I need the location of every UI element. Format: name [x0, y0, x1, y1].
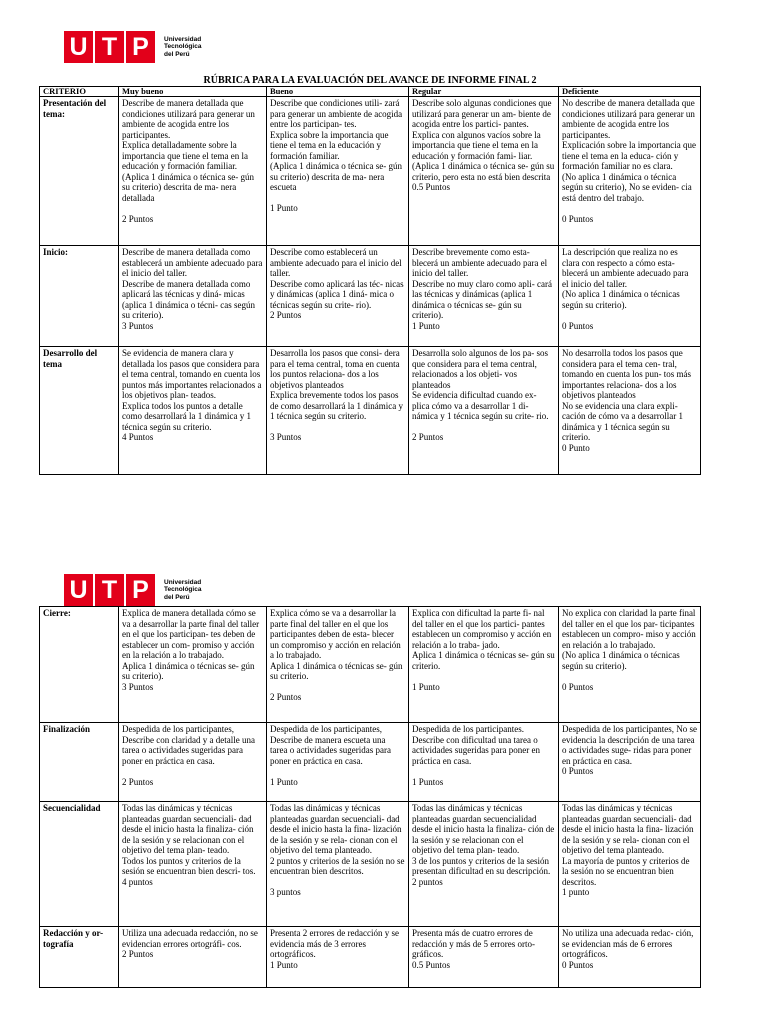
rubric-cell	[119, 347, 267, 475]
cell-text: Describe solo algunas condiciones que utilizará para generar un am- biente de acogida entre los partici- pantes.	[412, 98, 552, 129]
cell-text: Explica detalladamente sobre la importancia que tiene el tema en la educación y formación familiar. (Aplica 1 dinámica o técnica se- gún su criterio) descrita de ma- nera detallada	[122, 140, 254, 203]
spacer	[122, 203, 263, 214]
header-deficiente: Deficiente	[559, 87, 701, 97]
cell-text: Todas las dinámicas y técnicas planteadas guardan secuenciali- dad desde el inicio hasta la finaliza- ción de la sesión y se relacionan con el objetivo del tema plan- teado.	[122, 803, 254, 855]
points-value: 1 Punto	[270, 959, 298, 970]
cell-text: Describe de manera detallada como establecerá un ambiente adecuado para el inicio del taller.	[122, 247, 263, 278]
points-value: 2 Puntos	[122, 213, 154, 224]
rubric-cell	[559, 347, 701, 475]
points-value: 2 Puntos	[270, 692, 302, 702]
rubric-cell	[409, 802, 559, 927]
utp-logo-letters	[64, 574, 157, 606]
rubric-table-part2	[39, 606, 701, 988]
cell-text: La descripción que realiza no es clara con respecto a cómo esta- blecerá un ambiente adecuado para el inicio del taller.	[562, 247, 689, 289]
rubric-table-part1	[39, 86, 701, 475]
rubric-cell	[267, 927, 409, 988]
spacer	[562, 310, 697, 321]
logo-letter-t: T	[95, 574, 124, 606]
cell-text: No explica con claridad la parte final del taller en el que los par- ticipantes establecen un compro- miso y acción en relación a lo trabajado.	[562, 608, 696, 650]
criterion-cell: Presentación del tema:	[40, 97, 119, 246]
cell-text: Describe de manera detallada que condiciones utilizará para generar un ambiente de acogida entre los participantes.	[122, 98, 255, 140]
cell-text: Explicación sobre la importancia que tiene el tema en la educa- ción y formación familiar no es clara.	[562, 140, 696, 171]
cell-text: Explica con algunos vacíos sobre la importancia que tiene el tema en la educación y formación fami- liar.	[412, 129, 541, 161]
points-value: 1 Punto	[270, 776, 298, 787]
points-value: 0 Puntos	[562, 766, 594, 776]
cell-text: Explica todos los puntos a detalle como desarrollará la 1 dinámica y 1 técnica según su criterio.	[122, 400, 251, 432]
rubric-cell	[409, 246, 559, 347]
criterion-cell: Redacción y or- tografía	[40, 927, 119, 988]
points-value: 0 Punto	[562, 442, 590, 453]
rubric-cell	[267, 347, 409, 475]
cell-text: (Aplica 1 dinámica o técnica se- gún su criterio) descrita de ma- nera escueta	[270, 161, 402, 192]
rubric-cell	[119, 97, 267, 246]
cell-text: Explica cómo se va a desarrollar la parte final del taller en el que los participantes deben de esta- blecer un compromiso y acción en relación a lo trabajado.	[270, 608, 401, 660]
cell-text: (Aplica 1 dinámica o técnica se- gún su criterio, pero esta no está bien descrita	[412, 161, 555, 182]
cell-text: Describe no muy claro como apli- cará las técnicas y dinámicas (aplica 1 dinámica o técnicas se- gún su criterio).	[412, 278, 552, 320]
utp-logo	[64, 31, 201, 63]
cell-text: Aplica 1 dinámica o técnicas se- gún su criterio.	[270, 660, 403, 681]
cell-text: No se evidencia una clara expli- cación de cómo va a desarrollar 1 dinámica y 1 técnica según su criterio.	[562, 400, 683, 442]
cell-text: Se evidencia de manera clara y detallada los pasos que considera para el tema central, tomando en cuenta los puntos más importantes relacionados a los objetivos plan- teados.	[122, 348, 262, 400]
points-value: 3 Puntos	[122, 681, 154, 692]
logo-letter-p: P	[126, 31, 155, 63]
spacer	[122, 766, 263, 777]
table-row	[40, 347, 701, 475]
points-value: 4 puntos	[122, 876, 153, 887]
logo-letter-p: P	[126, 574, 155, 606]
cell-text: Todas las dinámicas y técnicas planteadas guardan secuenciali- dad desde el inicio hasta la fina- lización de la sesión y se rela- cionan con el objetivo del tema planteado.	[562, 803, 694, 855]
rubric-cell	[559, 246, 701, 347]
points-value: 1 Punto	[412, 320, 440, 331]
table-row	[40, 97, 701, 246]
spacer	[270, 766, 405, 777]
cell-text: Desarrolla solo algunos de los pa- sos que considera para el tema central, relacionados a los objeti- vos planteados	[412, 348, 548, 390]
criterion-cell: Inicio:	[40, 246, 119, 347]
cell-text: Explica sobre la importancia que tiene el tema en la educación y formación familiar.	[270, 129, 389, 161]
rubric-cell	[559, 802, 701, 927]
criterion-cell: Secuencialidad	[40, 802, 119, 927]
cell-text: Presenta 2 errores de redacción y se evidencia más de 3 errores ortográficos.	[270, 928, 399, 959]
rubric-cell	[559, 97, 701, 246]
spacer	[562, 203, 697, 214]
cell-text: Presenta más de cuatro errores de redacción y más de 5 errores orto- gráficos.	[412, 928, 535, 959]
table-row	[40, 802, 701, 927]
header-muy-bueno: Muy bueno	[119, 87, 267, 97]
rubric-cell	[409, 927, 559, 988]
points-value: 1 Punto	[270, 203, 298, 213]
rubric-title: RÚBRICA PARA LA EVALUACIÓN DEL AVANCE DE INFORME FINAL 2	[203, 75, 537, 86]
header-regular: Regular	[409, 87, 559, 97]
cell-text: Todas las dinámicas y técnicas planteadas guardan secuencialidad desde el inicio hasta la finaliza- ción de la sesión y se relacionan con el objetivo del tema plan- teado.	[412, 803, 555, 855]
points-value: 3 Puntos	[270, 432, 302, 442]
points-value: 1 Puntos	[412, 776, 444, 787]
cell-text: Despedida de los participantes. Describe con dificultad una tarea o actividades sugeridas para poner en práctica en casa.	[412, 724, 540, 766]
table-row	[40, 246, 701, 347]
university-name: Universidad Tecnológica del Perú	[164, 578, 202, 601]
logo-letter-u: U	[64, 31, 93, 63]
points-value: 4 Puntos	[122, 432, 154, 442]
cell-text: No desarrolla todos los pasos que considera para el tema cen- tral, tomando en cuenta los pun- tos más importantes relaciona- dos a los objetivos planteados	[562, 348, 691, 400]
points-value: 2 puntos	[412, 876, 443, 887]
logo-letter-u: U	[64, 574, 93, 606]
spacer	[270, 682, 405, 693]
criterion-cell: Cierre:	[40, 607, 119, 723]
cell-text: Describe brevemente como esta- blecerá un ambiente adecuado para el inicio del taller.	[412, 247, 548, 278]
spacer	[270, 422, 405, 433]
cell-text: No describe de manera detallada que condiciones utilizará para generar un ambiente de acogida entre los participantes.	[562, 98, 695, 140]
table-header-row	[40, 87, 701, 97]
spacer	[412, 422, 555, 433]
rubric-cell	[119, 802, 267, 927]
criterion-cell: Desarrollo del tema	[40, 347, 119, 475]
header-criterio: CRITERIO	[40, 87, 119, 97]
utp-logo-page2	[64, 574, 201, 606]
table-row	[40, 607, 701, 723]
points-value: 1 Punto	[412, 681, 440, 692]
points-value: 0 Puntos	[562, 959, 594, 970]
rubric-cell	[267, 97, 409, 246]
points-value: 2 Puntos	[270, 310, 302, 320]
cell-text: Explica con dificultad la parte fi- nal del taller en el que los partici- pantes establecen un compromiso y acción en relación a lo traba- jado.	[412, 608, 552, 650]
logo-letter-t: T	[95, 31, 124, 63]
rubric-cell	[119, 607, 267, 723]
spacer	[412, 671, 555, 682]
cell-text: No utiliza una adecuada redac- ción, se evidencian más de 6 errores ortográficos.	[562, 928, 694, 959]
table-row	[40, 927, 701, 988]
cell-text: Explica brevemente todos los pasos de como desarrollará la 1 dinámica y 1 técnica según su criterio.	[270, 390, 403, 421]
cell-text: (No aplica 1 dinámica o técnicas según su criterio).	[562, 289, 680, 310]
cell-text: Describe como aplicará las téc- nicas y dinámicas (aplica 1 diná- mica o técnicas según su crite- rio).	[270, 278, 404, 310]
cell-text: Todas las dinámicas y técnicas planteadas guardan secuenciali- dad desde el inicio hasta la fina- lización de la sesión y se rela- cionan con el objetivo del tema planteado.	[270, 803, 402, 855]
rubric-cell	[267, 607, 409, 723]
points-value: 0.5 Puntos	[412, 959, 451, 970]
spacer	[412, 766, 555, 777]
points-value: 0 Puntos	[562, 681, 594, 692]
cell-text: Utiliza una adecuada redacción, no se evidencian errores ortográfi- cos.	[122, 928, 258, 949]
cell-text: La mayoría de puntos y criterios de la sesión no se encuentran bien descritos.	[562, 855, 690, 887]
points-value: 2 Puntos	[412, 432, 444, 442]
points-value: 0.5 Puntos	[412, 182, 451, 192]
rubric-cell	[267, 723, 409, 802]
cell-text: Describe que condiciones utili- zará para generar un ambiente de acogida entre los participan- tes.	[270, 98, 403, 129]
cell-text: Desarrolla los pasos que consi- dera para el tema central, toma en cuenta los puntos relaciona- dos a los objetivos planteados	[270, 348, 400, 390]
rubric-cell	[409, 723, 559, 802]
cell-text: (No aplica 1 dinámica o técnica según su criterio), No se eviden- cia está dentro del trabajo.	[562, 171, 692, 203]
cell-text: Aplica 1 dinámica o técnicas se- gún su criterio.	[412, 650, 555, 671]
cell-text: 3 de los puntos y criterios de la sesión presentan dificultad en su descripción.	[412, 855, 551, 876]
cell-text: (No aplica 1 dinámica o técnicas según su criterio).	[562, 650, 680, 671]
utp-logo-letters	[64, 31, 157, 63]
points-value: 3 Puntos	[122, 320, 154, 331]
cell-text: Explica de manera detallada cómo se va a desarrollar la parte final del taller en el que los participan- tes deben de establecer un com- promiso y acción en la relación a lo trabajado.	[122, 608, 260, 660]
rubric-cell	[267, 246, 409, 347]
points-value: 1 punto	[562, 887, 590, 897]
rubric-cell	[559, 927, 701, 988]
spacer	[270, 877, 405, 888]
points-value: 0 Puntos	[562, 320, 594, 331]
rubric-cell	[559, 607, 701, 723]
rubric-cell	[119, 723, 267, 802]
cell-text: Todos los puntos y criterios de la sesión se encuentran bien descri- tos.	[122, 855, 256, 876]
cell-text: Aplica 1 dinámica o técnicas se- gún su criterio).	[122, 660, 255, 681]
cell-text: Despedida de los participantes, Describe con claridad y a detalle una tarea o actividades sugeridas para poner en práctica en casa.	[122, 724, 255, 766]
rubric-cell	[267, 802, 409, 927]
cell-text: 2 puntos y criterios de la sesión no se encuentran bien descritos.	[270, 855, 405, 876]
table-row	[40, 723, 701, 802]
rubric-cell	[119, 246, 267, 347]
rubric-cell	[409, 347, 559, 475]
spacer	[270, 193, 405, 204]
university-name: Universidad Tecnológica del Perú	[164, 35, 202, 58]
criterion-cell: Finalización	[40, 723, 119, 802]
cell-text: Despedida de los participantes, No se evidencia la descripción de una tarea o actividades suge- ridas para poner en práctica en casa.	[562, 724, 697, 766]
rubric-cell	[119, 927, 267, 988]
points-value: 3 puntos	[270, 887, 301, 897]
rubric-cell	[409, 97, 559, 246]
points-value: 2 Puntos	[122, 949, 154, 959]
points-value: 2 Puntos	[122, 776, 154, 787]
points-value: 0 Puntos	[562, 213, 594, 224]
cell-text: Despedida de los participantes, Describe de manera escueta una tarea o actividades sugeridas para poner en práctica en casa.	[270, 724, 391, 766]
spacer	[562, 671, 697, 682]
cell-text: Describe como establecerá un ambiente adecuado para el inicio del taller.	[270, 247, 402, 278]
cell-text: Se evidencia dificultad cuando ex- plica cómo va a desarrollar 1 di- námica y 1 técnica según su crite- rio.	[412, 390, 549, 421]
header-bueno: Bueno	[267, 87, 409, 97]
cell-text: Describe de manera detallada como aplicará las técnicas y diná- micas (aplica 1 dinámica o técni- cas según su criterio).	[122, 278, 255, 320]
rubric-cell	[409, 607, 559, 723]
rubric-cell	[559, 723, 701, 802]
